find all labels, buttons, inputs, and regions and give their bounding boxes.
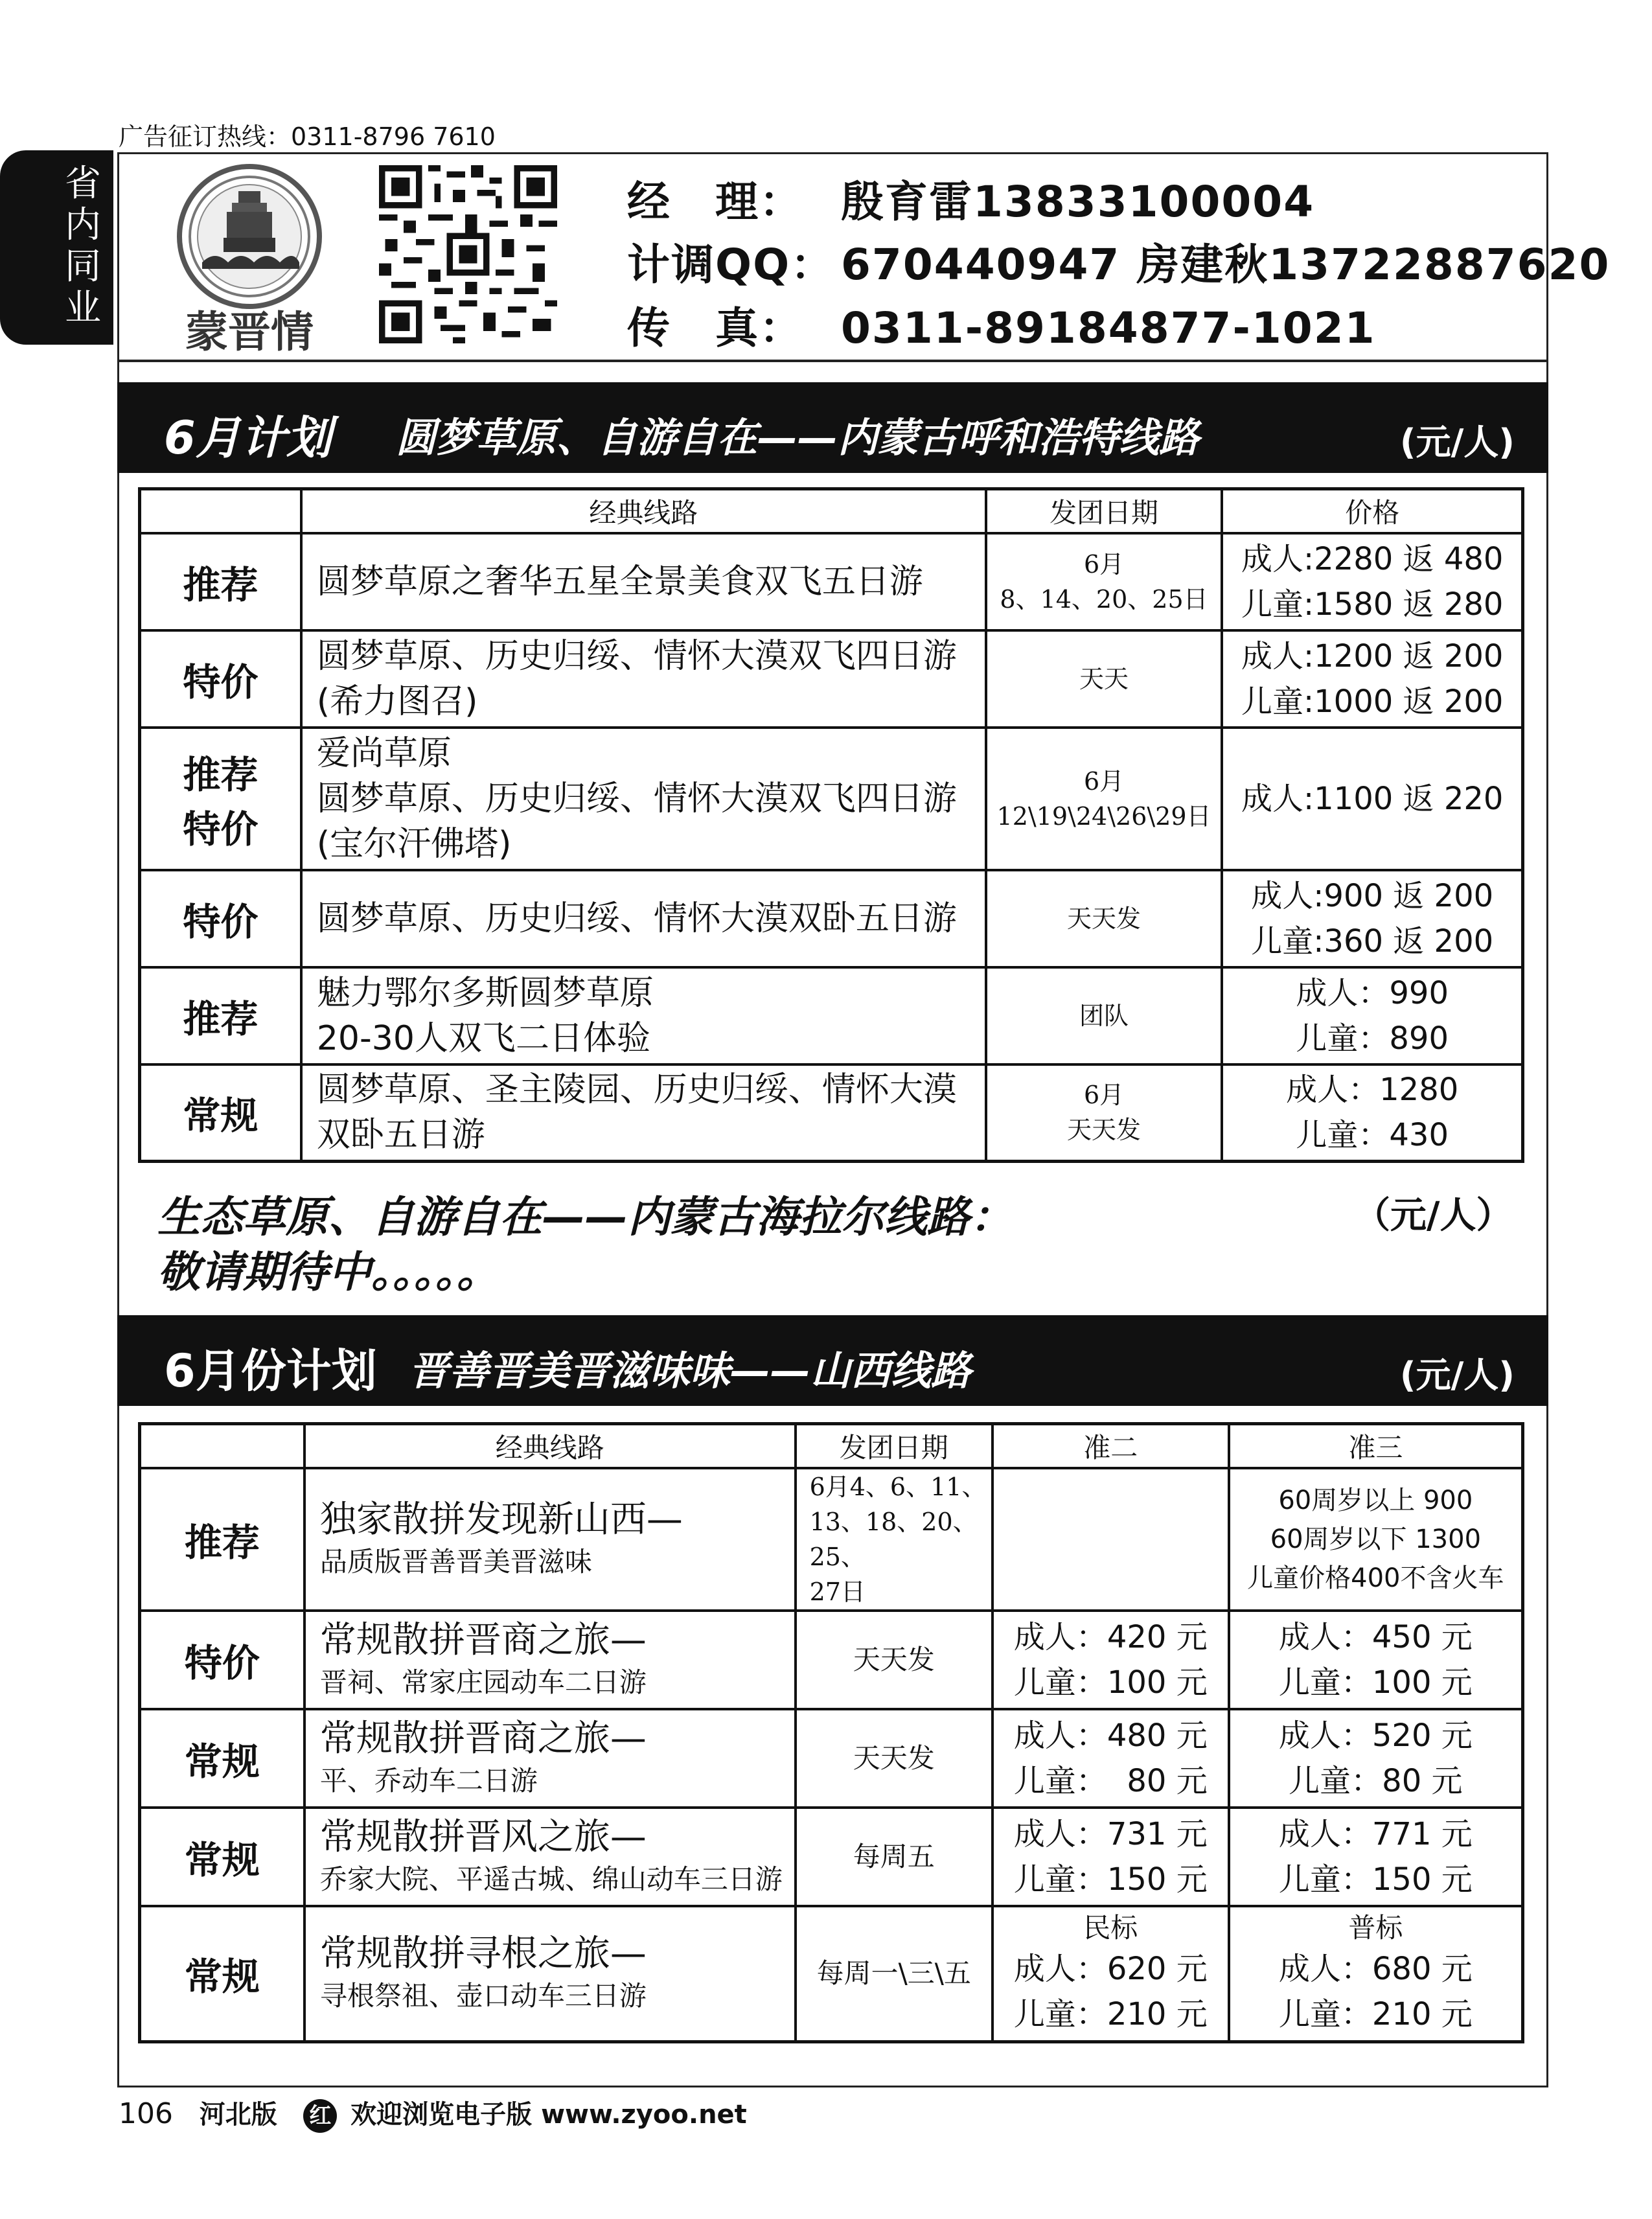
header-cell: 价格 bbox=[1222, 489, 1522, 533]
price-cell: 普标 成人：680 元 儿童：210 元 bbox=[1229, 1906, 1523, 2042]
category-cell: 推荐 bbox=[140, 533, 301, 630]
price-cell: 成人：1280 儿童：430 bbox=[1222, 1064, 1522, 1162]
price-cell: 成人:2280 返 480 儿童:1580 返 280 bbox=[1222, 533, 1522, 630]
price-cell: 成人：771 元 儿童：150 元 bbox=[1229, 1808, 1523, 1906]
page-number: 106 bbox=[119, 2097, 173, 2130]
table-row bbox=[140, 967, 1523, 1064]
route-cell: 常规散拼寻根之旅— 寻根祭祖、壶口动车三日游 bbox=[304, 1906, 796, 2042]
table-row bbox=[140, 870, 1523, 967]
header-cell: 准二 bbox=[992, 1424, 1229, 1468]
table-row bbox=[140, 630, 1523, 728]
section-banner-inner-mongolia bbox=[117, 382, 1548, 473]
date-cell: 6月 8、14、20、25日 bbox=[986, 533, 1222, 630]
category-cell: 常规 bbox=[140, 1906, 304, 2042]
qq-value: 670440947 房建秋13722887620 bbox=[841, 240, 1611, 290]
header-divider bbox=[117, 360, 1548, 362]
table-row bbox=[140, 1064, 1523, 1162]
date-cell: 每周五 bbox=[796, 1808, 992, 1906]
header-cell bbox=[140, 1424, 304, 1468]
manager-value: 殷育雷13833100004 bbox=[841, 177, 1315, 227]
price-cell: 成人:900 返 200 儿童:360 返 200 bbox=[1222, 870, 1522, 967]
qq-label: 计调QQ： bbox=[627, 240, 835, 290]
date-cell: 天天发 bbox=[796, 1611, 992, 1709]
price-cell: 民标 成人：620 元 儿童：210 元 bbox=[992, 1906, 1229, 2042]
category-cell: 特价 bbox=[140, 1611, 304, 1709]
route-cell: 圆梦草原、历史归绥、情怀大漠双卧五日游 bbox=[301, 870, 986, 967]
route-cell: 独家散拼发现新山西— 品质版晋善晋美晋滋味 bbox=[304, 1468, 796, 1611]
route-cell: 常规散拼晋风之旅— 乔家大院、平遥古城、绵山动车三日游 bbox=[304, 1808, 796, 1906]
website-link[interactable]: 欢迎浏览电子版 www.zyoo.net bbox=[350, 2100, 747, 2130]
notice-coming-soon: 敬请期待中。。。。。 bbox=[157, 1247, 499, 1297]
route-cell: 圆梦草原、圣主陵园、历史归绥、情怀大漠 双卧五日游 bbox=[301, 1064, 986, 1162]
category-cell: 推荐 bbox=[140, 967, 301, 1064]
date-cell: 6月 天天发 bbox=[986, 1064, 1222, 1162]
table-row bbox=[140, 533, 1523, 630]
route-table-inner-mongolia bbox=[138, 487, 1524, 1163]
notice-unit: （元/人） bbox=[1354, 1195, 1513, 1237]
date-cell: 6月 12\19\24\26\29日 bbox=[986, 728, 1222, 870]
manager-label: 经 理： bbox=[627, 177, 803, 227]
header-cell: 发团日期 bbox=[986, 489, 1222, 533]
date-cell: 天天 bbox=[986, 630, 1222, 728]
table-row bbox=[140, 1468, 1523, 1611]
route-cell: 魅力鄂尔多斯圆梦草原 20-30人双飞二日体验 bbox=[301, 967, 986, 1064]
header-cell: 经典线路 bbox=[301, 489, 986, 533]
date-cell: 天天发 bbox=[986, 870, 1222, 967]
section-title: 6月计划 bbox=[164, 411, 332, 465]
table-row bbox=[140, 1709, 1523, 1808]
category-cell: 常规 bbox=[140, 1064, 301, 1162]
table-row bbox=[140, 1906, 1523, 2042]
category-cell: 常规 bbox=[140, 1808, 304, 1906]
price-cell: 成人：450 元 儿童：100 元 bbox=[1229, 1611, 1523, 1709]
price-cell: 成人：990 儿童：890 bbox=[1222, 967, 1522, 1064]
edition-label: 河北版 bbox=[199, 2100, 277, 2130]
price-cell: 成人:1100 返 220 bbox=[1222, 728, 1522, 870]
fax-label: 传 真： bbox=[627, 303, 803, 353]
qr-code-icon bbox=[379, 165, 557, 343]
route-cell: 常规散拼晋商之旅— 晋祠、常家庄园动车二日游 bbox=[304, 1611, 796, 1709]
route-cell: 常规散拼晋商之旅— 平、乔动车二日游 bbox=[304, 1709, 796, 1808]
ad-hotline: 广告征订热线：0311-8796 7610 bbox=[119, 122, 496, 151]
route-cell: 圆梦草原之奢华五星全景美食双飞五日游 bbox=[301, 533, 986, 630]
header-cell: 准三 bbox=[1229, 1424, 1523, 1468]
table-header-row bbox=[140, 1424, 1523, 1468]
section-banner-shanxi bbox=[117, 1315, 1548, 1406]
side-tab bbox=[0, 150, 113, 345]
side-tab-label: 省内同业 bbox=[65, 163, 101, 329]
table-row bbox=[140, 728, 1523, 870]
price-cell: 60周岁以上 900 60周岁以下 1300 儿童价格400不含火车 bbox=[1229, 1468, 1523, 1611]
route-cell: 爱尚草原 圆梦草原、历史归绥、情怀大漠双飞四日游 (宝尔汗佛塔) bbox=[301, 728, 986, 870]
section-unit: (元/人) bbox=[1399, 1355, 1515, 1396]
qq-contact bbox=[627, 230, 1610, 292]
price-cell: 成人：731 元 儿童：150 元 bbox=[992, 1808, 1229, 1906]
section-unit: (元/人) bbox=[1399, 422, 1515, 463]
page-footer bbox=[119, 2094, 747, 2133]
category-cell: 推荐 bbox=[140, 1468, 304, 1611]
header-cell: 发团日期 bbox=[796, 1424, 992, 1468]
price-cell: 成人：520 元 儿童：80 元 bbox=[1229, 1709, 1523, 1808]
section-subtitle: 圆梦草原、自游自在——内蒙古呼和浩特线路 bbox=[396, 414, 1200, 461]
company-logo bbox=[162, 159, 337, 353]
category-cell: 特价 bbox=[140, 630, 301, 728]
hong-badge-icon: 红 bbox=[303, 2099, 337, 2133]
date-cell: 6月4、6、11、 13、18、20、25、 27日 bbox=[796, 1468, 992, 1611]
price-cell: 成人:1200 返 200 儿童:1000 返 200 bbox=[1222, 630, 1522, 728]
section-title: 6月份计划 bbox=[164, 1344, 377, 1397]
header-cell: 经典线路 bbox=[304, 1424, 796, 1468]
date-cell: 天天发 bbox=[796, 1709, 992, 1808]
fax-value: 0311-89184877-1021 bbox=[841, 303, 1376, 353]
category-cell: 特价 bbox=[140, 870, 301, 967]
table-row bbox=[140, 1808, 1523, 1906]
table-row bbox=[140, 1611, 1523, 1709]
table-header-row bbox=[140, 489, 1523, 533]
route-cell: 圆梦草原、历史归绥、情怀大漠双飞四日游 (希力图召) bbox=[301, 630, 986, 728]
price-cell: 成人：420 元 儿童：100 元 bbox=[992, 1611, 1229, 1709]
category-cell: 推荐 特价 bbox=[140, 728, 301, 870]
route-table-shanxi bbox=[138, 1422, 1524, 2043]
price-cell: 成人：480 元 儿童： 80 元 bbox=[992, 1709, 1229, 1808]
category-cell: 常规 bbox=[140, 1709, 304, 1808]
price-cell bbox=[992, 1468, 1229, 1611]
notice-hailar-route: 生态草原、自游自在——内蒙古海拉尔线路： bbox=[157, 1192, 1013, 1242]
date-cell: 团队 bbox=[986, 967, 1222, 1064]
manager-contact bbox=[627, 167, 1314, 229]
section-subtitle: 晋善晋美晋滋味味——山西线路 bbox=[409, 1347, 972, 1394]
fax-contact bbox=[627, 293, 1376, 355]
logo-text: 蒙晋情 bbox=[185, 306, 314, 353]
header-cell bbox=[140, 489, 301, 533]
date-cell: 每周一\三\五 bbox=[796, 1906, 992, 2042]
